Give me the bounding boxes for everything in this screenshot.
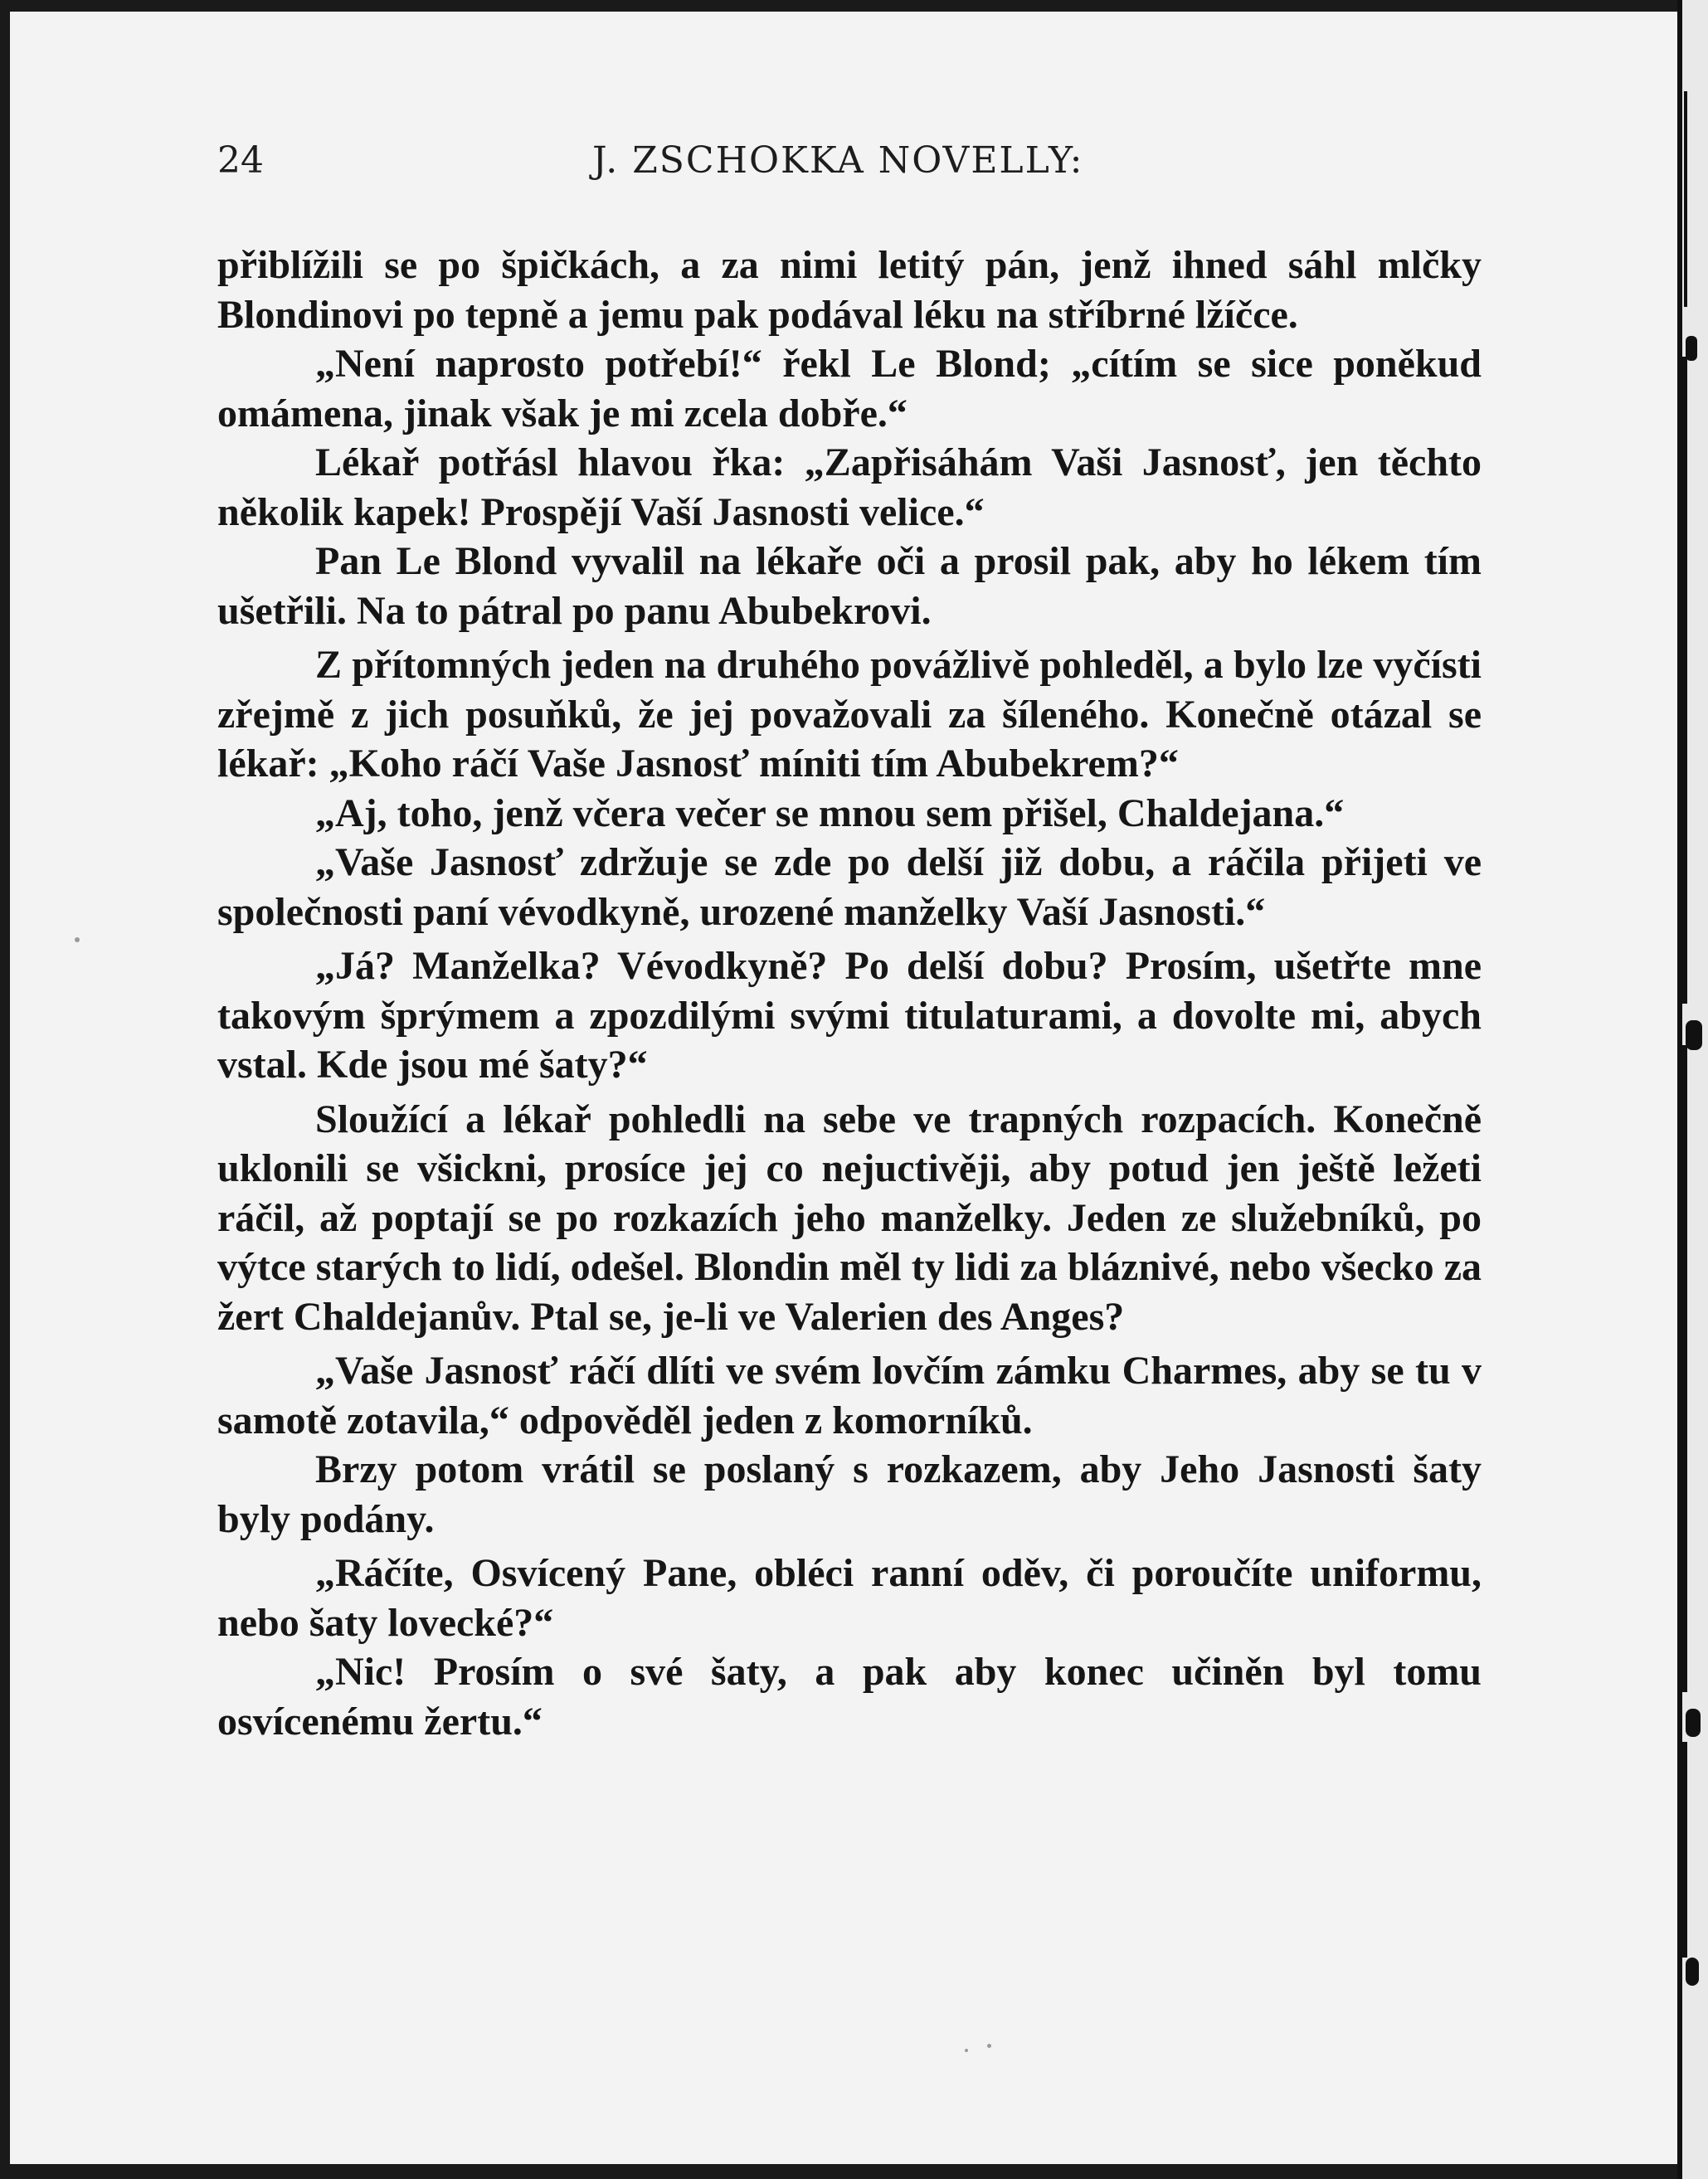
paper-speck [987,2044,991,2048]
paper-speck [75,937,80,942]
paragraph: Z přítomných jeden na druhého povážlivě pohleděl, a bylo lze vyčísti zřejmě z jich posuňků, že jej považovali za šíleného. Konečně otázal se lékař: „Koho ráčí Vaše Jasnosť míniti tím Abubekrem?“ [217,643,1482,786]
paragraph: „Vaše Jasnosť zdržuje se zde po delší již dobu, a ráčila přijeti ve společnosti paní vévodkyně, urozené manželky Vaší Jasnosti.“ [217,840,1482,934]
body-text [217,241,1482,1746]
page-number: 24 [217,139,264,182]
paragraph: „Ráčíte, Osvícený Pane, obléci ranní oděv, či poroučíte uniformu, nebo šaty lovecké?“ [217,1551,1482,1645]
paragraph: Lékař potřásl hlavou řka: „Zapřisáhám Vaši Jasnosť, jen těchto několik kapek! Prospějí Vaší Jasnosti velice.“ [217,440,1482,534]
page-header [217,139,1485,189]
edge-mark [1686,1958,1699,1986]
paragraph: „Já? Manželka? Vévodkyně? Po delší dobu? Prosím, ušetřte mne takovým šprýmem a zpozdilými svými titulaturami, a dovolte mi, abych vstal. Kde jsou mé šaty?“ [217,944,1482,1087]
edge-mark [1686,1020,1702,1050]
paragraph: „Vaše Jasnosť ráčí dlíti ve svém lovčím zámku Charmes, aby se tu v samotě zotavila,“ odpověděl jeden z komorníků. [217,1349,1482,1442]
page-edge-scan-border [1677,0,1708,2179]
running-title: J. ZSCHOKKA NOVELLY: [592,139,1084,182]
edge-mark [1686,1709,1701,1737]
edge-mark [1682,357,1687,1004]
edge-mark [1682,1742,1687,1958]
paragraph: „Nic! Prosím o své šaty, a pak aby konec učiněn byl tomu osvícenému žertu.“ [217,1650,1482,1744]
paper-speck [965,2049,968,2052]
paragraph: přiblížili se po špičkách, a za nimi letitý pán, jenž ihned sáhl mlčky Blondinovi po tepně a jemu pak podával léku na stříbrné lžíčce. [217,243,1482,337]
paragraph: Brzy potom vrátil se poslaný s rozkazem, aby Jeho Jasnosti šaty byly podány. [217,1447,1482,1541]
paragraph: Pan Le Blond vyvalil na lékaře oči a prosil pak, aby ho lékem tím ušetřili. Na to pátral po panu Abubekrovi. [217,539,1482,633]
edge-mark [1686,336,1697,361]
edge-mark [1684,91,1687,307]
paragraph: „Aj, toho, jenž včera večer se mnou sem přišel, Chaldejana.“ [315,790,1345,835]
paragraph: Sloužící a lékař pohledli na sebe ve trapných rozpacích. Konečně uklonili se všickni, prosíce jej co nejuctivěji, aby potud jen ještě ležeti ráčil, až poptají se po rozkazích jeho manželky. Jeden ze služebníků, po výtce starých to lidí, odešel. Blondin měl ty lidi za bláznivé, nebo všecko za žert Chaldejanův. Ptal se, je-li ve Valerien des Anges? [217,1097,1482,1339]
edge-mark [1682,1045,1687,1692]
paragraph: „Není naprosto potřebí!“ řekl Le Blond; „cítím se sice poněkud omámena, jinak však je mi zcela dobře.“ [217,342,1482,435]
